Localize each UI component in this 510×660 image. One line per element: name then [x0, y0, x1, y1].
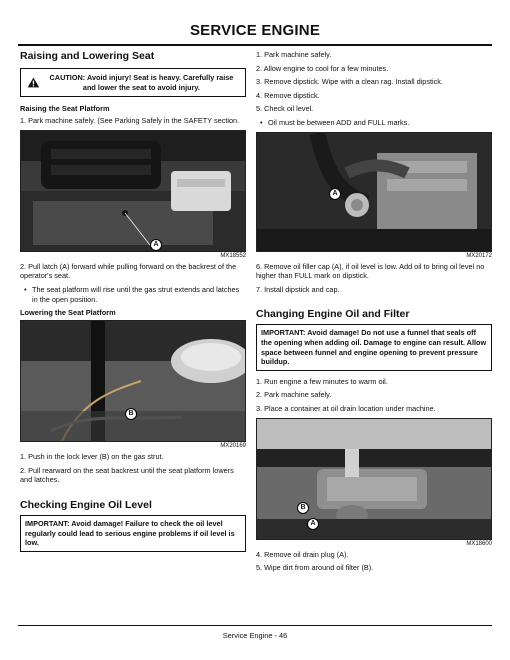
oil-step-3: 3. Remove dipstick. Wipe with a clean rag. Install dipstick.: [256, 77, 443, 87]
figure-code: MX20169: [220, 443, 246, 450]
lowering-subtitle: Lowering the Seat Platform: [20, 308, 116, 318]
change-step-2: 2. Park machine safely.: [256, 390, 332, 400]
raising-subtitle: Raising the Seat Platform: [20, 104, 110, 114]
raising-step-2: 2. Pull latch (A) forward while pulling forward on the backrest of the operator's seat.: [20, 261, 237, 281]
oil-step-2: 2. Allow engine to cool for a few minutes.: [256, 63, 389, 73]
callout-a: A: [307, 518, 319, 530]
seat-section-title: Raising and Lowering Seat: [20, 50, 155, 62]
oil-drain-image: [257, 419, 492, 540]
lowering-step-2: 2. Pull rearward on the seat backrest until the seat platform lowers and latches.: [20, 465, 234, 485]
oil-bullet: • Oil must be between ADD and FULL marks.: [268, 118, 492, 128]
important-box: IMPORTANT: Avoid damage! Do not use a funnel that seals off the opening when adding oil. Damage to engine can result. Allow space between funnel and engine opening to prevent pressure buildup.: [256, 324, 492, 370]
raising-step-1: 1. Park machine safely. (See Parking Safely in the SAFETY section.: [20, 116, 240, 126]
raising-bullet: • The seat platform will rise until the gas strut extends and latches in the open position.: [32, 285, 246, 304]
oil-drain-photo: [256, 418, 492, 540]
header-divider: [18, 44, 492, 46]
oil-step-6: 6. Remove oil filler cap (A), if oil level is low. Add oil to bring oil level no higher than FULL mark on dipstick.: [256, 261, 485, 281]
seat-platform-image: [21, 131, 246, 252]
change-step-1: 1. Run engine a few minutes to warm oil.: [256, 376, 388, 386]
change-step-4: 4. Remove oil drain plug (A).: [256, 549, 349, 559]
engine-image: [257, 133, 492, 252]
page-title: SERVICE ENGINE: [189, 22, 321, 39]
callout-a: A: [150, 239, 162, 251]
figure-code: MX18552: [220, 252, 246, 259]
oil-step-4: 4. Remove dipstick.: [256, 90, 320, 100]
gas-strut-photo: [20, 320, 246, 442]
figure-code: MX20172: [466, 252, 492, 259]
page-footer: Service Engine - 46: [222, 631, 288, 640]
warning-triangle-icon: [27, 74, 40, 91]
figure-code: MX18600: [466, 540, 492, 547]
caution-text: CAUTION: Avoid injury! Seat is heavy. Carefully raise and lower the seat to avoid injury.: [49, 73, 234, 92]
lowering-step-1: 1. Push in the lock lever (B) on the gas strut.: [20, 452, 164, 462]
oil-level-title: Checking Engine Oil Level: [20, 498, 152, 511]
gas-strut-image: [21, 321, 246, 442]
footer-divider: [18, 625, 492, 626]
change-step-3: 3. Place a container at oil drain location under machine.: [256, 403, 436, 413]
callout-b: B: [125, 408, 137, 420]
seat-platform-photo: [20, 130, 246, 252]
engine-photo: [256, 132, 492, 252]
oil-step-7: 7. Install dipstick and cap.: [256, 284, 340, 294]
change-oil-title: Changing Engine Oil and Filter: [256, 308, 410, 321]
left-column: [20, 50, 246, 558]
callout-a: A: [329, 188, 341, 200]
right-column: [256, 50, 492, 577]
oil-step-5: 5. Check oil level.: [256, 104, 314, 114]
callout-b: B: [297, 502, 309, 514]
change-step-5: 5. Wipe dirt from around oil filter (B).: [256, 563, 374, 573]
caution-box: [20, 68, 246, 97]
oil-step-1: 1. Park machine safely.: [256, 50, 332, 59]
important-box: IMPORTANT: Avoid damage! Failure to check the oil level regularly could lead to serious engine problems if oil level is low.: [20, 515, 246, 552]
